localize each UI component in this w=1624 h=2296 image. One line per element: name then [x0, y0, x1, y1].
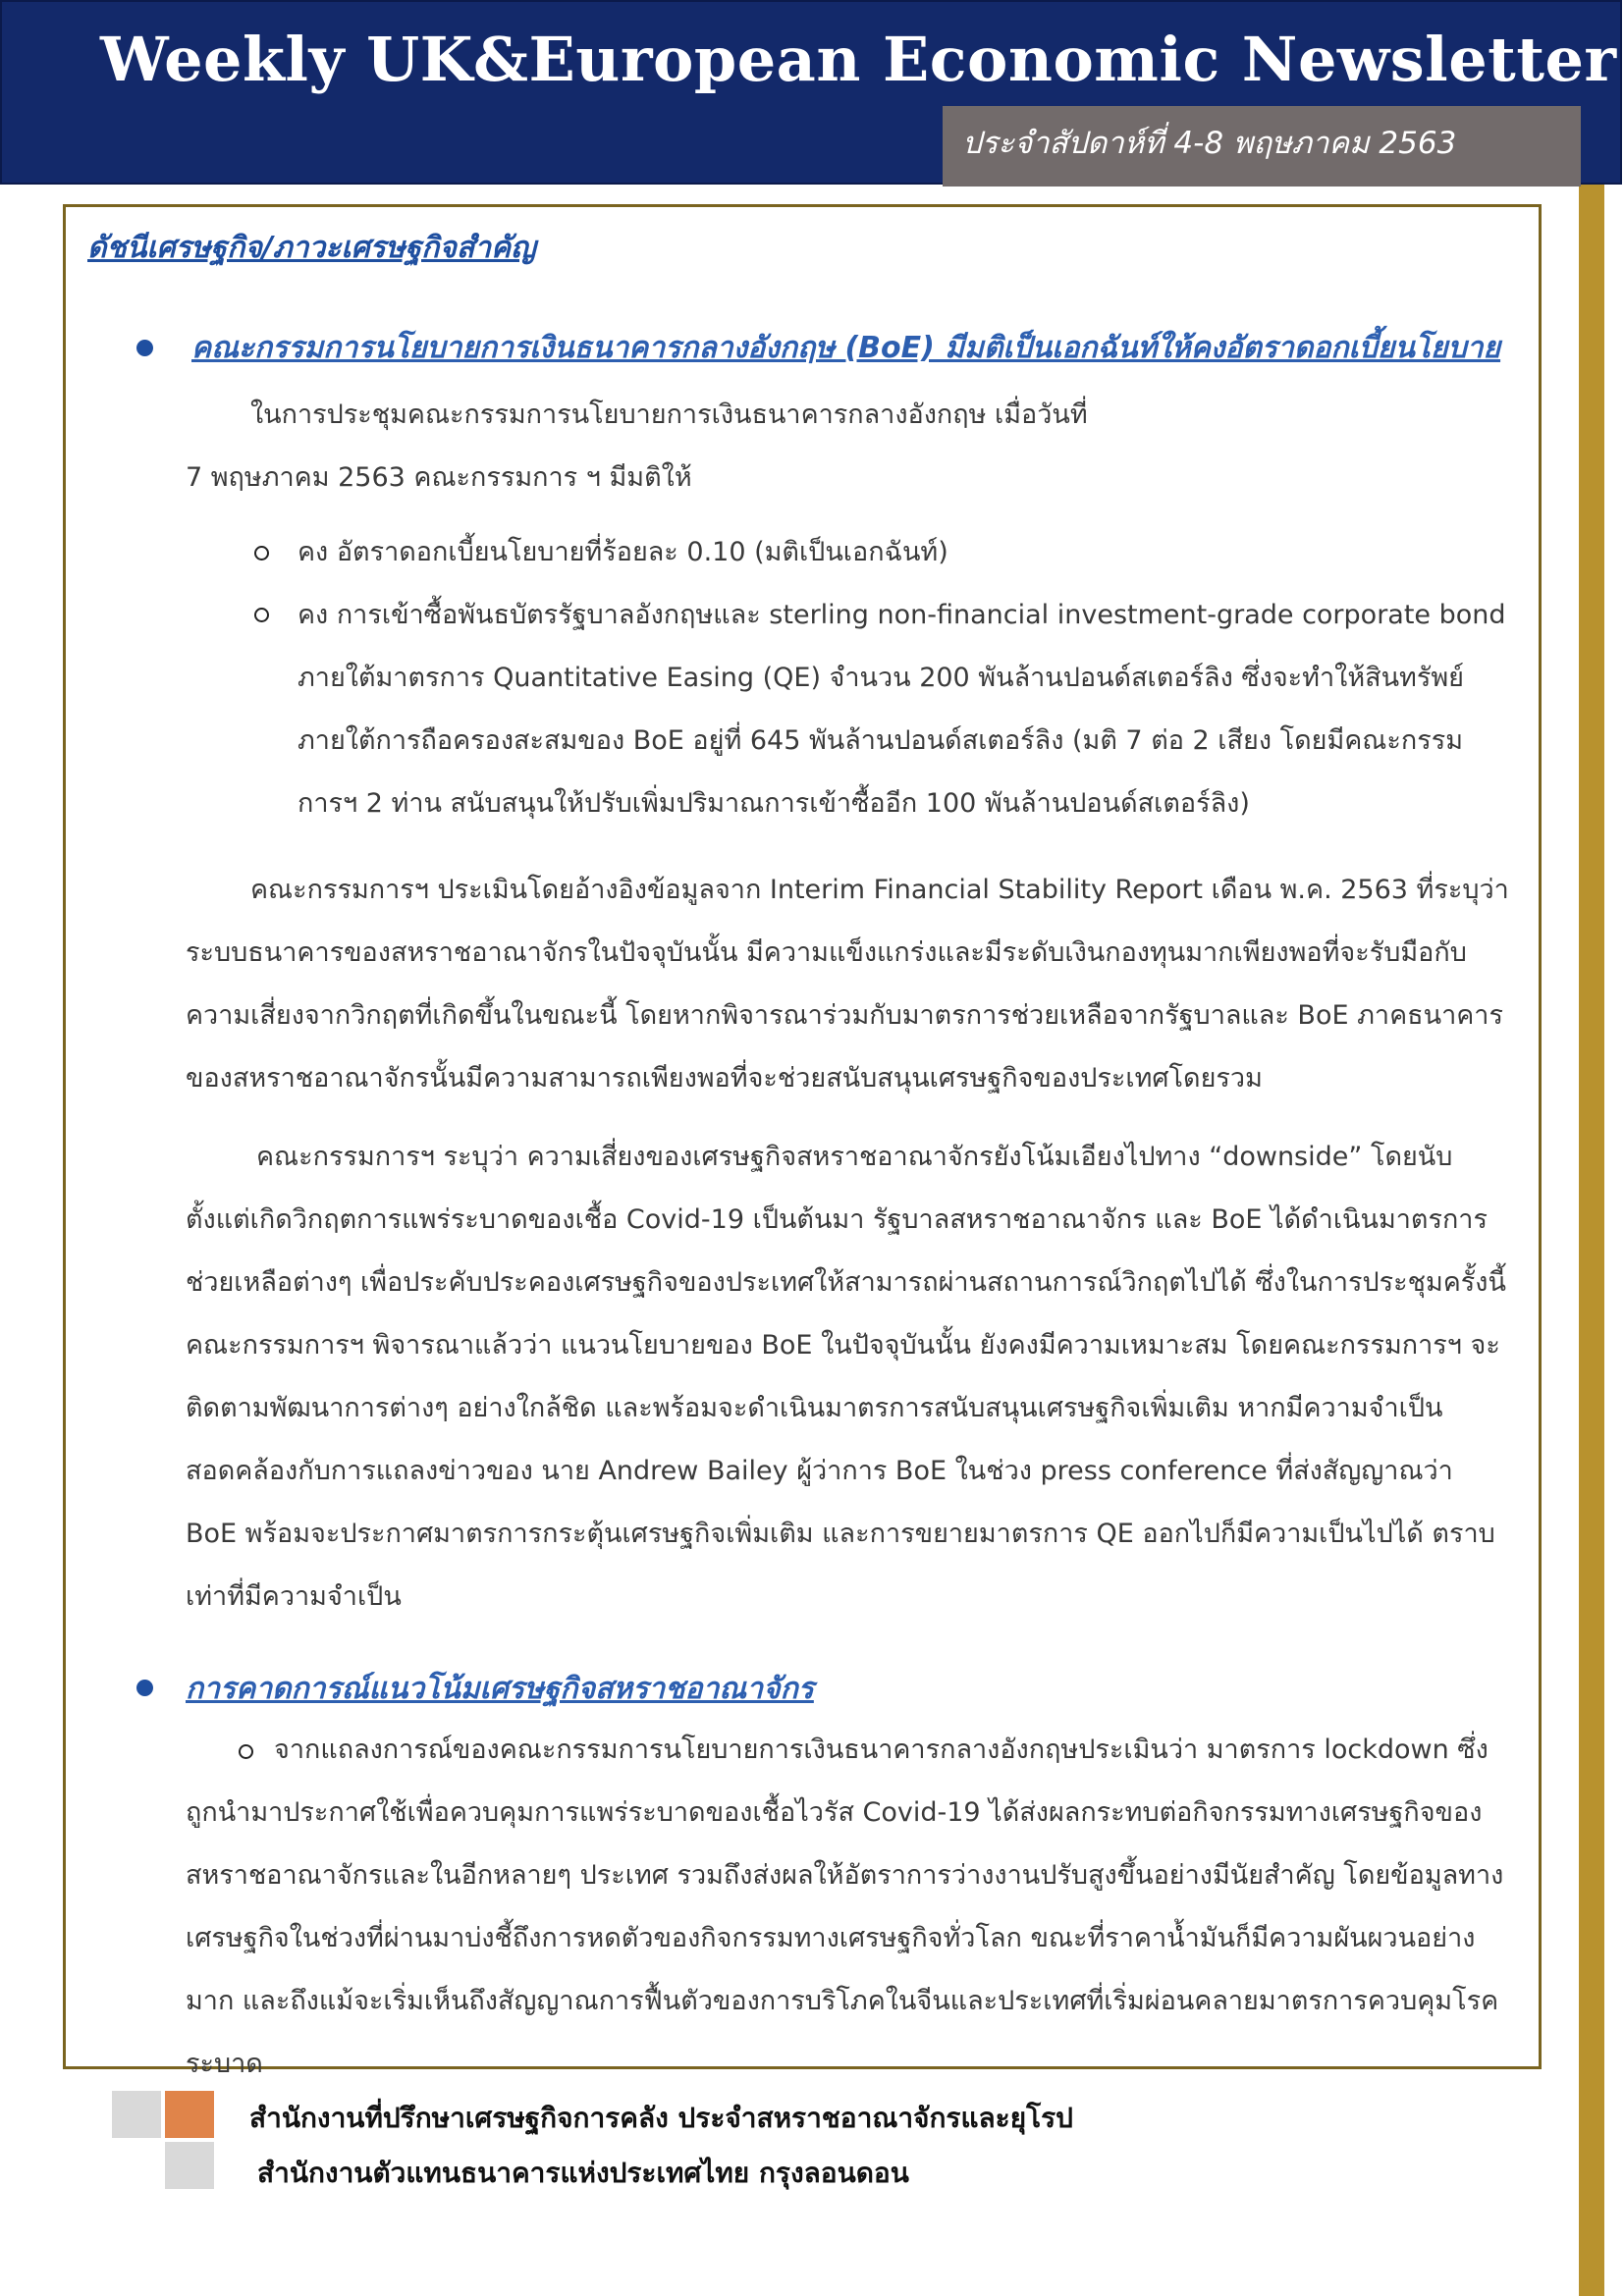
footer-gray-square	[112, 2091, 161, 2138]
section1-paragraph2: คณะกรรมการฯ ระบุว่า ความเสี่ยงของเศรษฐกิจสหราชอาณาจักรยังโน้มเอียงไปทาง “downside” โดยนับตั้งแต่เกิดวิกฤตการแพร่ระบาดของเชื้อ Covid-19 เป็นต้นมา รัฐบาลสหราชอาณาจักร และ BoE ได้ดำเนินมาตรการช่วยเหลือต่างๆ เพื่อประคับประคองเศรษฐกิจของประเทศให้สามารถผ่านสถานการณ์วิกฤตไปได้ ซึ่งในการประชุมครั้งนี้ คณะกรรมการฯ พิจารณาแล้วว่า แนวนโยบายของ BoE ในปัจจุบันนั้น ยังคงมีความเหมาะสม โดยคณะกรรมการฯ จะติดตามพัฒนาการต่างๆ อย่างใกล้ชิด และพร้อมจะดำเนินมาตรการสนับสนุนเศรษฐกิจเพิ่มเติม หากมีความจำเป็น สอดคล้องกับการแถลงข่าวของ นาย Andrew Bailey ผู้ว่าการ BoE ในช่วง press conference ที่ส่งสัญญาณว่า BoE พร้อมจะประกาศมาตรการกระตุ้นเศรษฐกิจเพิ่มเติม และการขยายมาตรการ QE ออกไปก็มีความเป็นไปได้ ตราบเท่าที่มีความจำเป็น	[186, 1142, 1506, 1612]
footer-orange-square	[165, 2091, 214, 2138]
section2-paragraph: จากแถลงการณ์ของคณะกรรมการนโยบายการเงินธนาคารกลางอังกฤษประเมินว่า มาตรการ lockdown ซึ่งถูกนำมาประกาศใช้เพื่อควบคุมการแพร่ระบาดของเชื้อไวรัส Covid-19 ได้ส่งผลกระทบต่อกิจกรรมทางเศรษฐกิจของสหราชอาณาจักรและในอีกหลายๆ ประเทศ รวมถึงส่งผลให้อัตราการว่างงานปรับสูงขึ้นอย่างมีนัยสำคัญ โดยข้อมูลทางเศรษฐกิจในช่วงที่ผ่านมาบ่งชี้ถึงการหดตัวของกิจกรรมทางเศรษฐกิจทั่วโลก ขณะที่ราคาน้ำมันก็มีความผันผวนอย่างมาก และถึงแม้จะเริ่มเห็นถึงสัญญาณการฟื้นตัวของการบริโภคในจีนและประเทศที่เริ่มผ่อนคลายมาตรการควบคุมโรคระบาด	[186, 1735, 1504, 2079]
footer-gray-square	[165, 2142, 214, 2189]
date-box	[943, 106, 1581, 187]
footer-bank-office: สำนักงานตัวแทนธนาคารแห่งประเทศไทย กรุงลอนดอน	[257, 2157, 909, 2189]
header-banner	[0, 0, 1622, 185]
bullet-icon	[136, 1680, 153, 1696]
newsletter-title: Weekly UK&European Economic Newsletter	[100, 24, 1617, 95]
section2-heading[interactable]: การคาดการณ์แนวโน้มเศรษฐกิจสหราชอาณาจักร	[186, 1672, 814, 1706]
bullet-icon	[136, 340, 153, 356]
gold-side-bar	[1579, 0, 1604, 2296]
content-box	[63, 204, 1542, 2079]
section1-item1: คง อัตราดอกเบี้ยนโยบายที่ร้อยละ 0.10 (มติเป็นเอกฉันท์)	[298, 537, 948, 567]
section1-intro: ในการประชุมคณะกรรมการนโยบายการเงินธนาคารกลางอังกฤษ เมื่อวันที่ 7 พฤษภาคม 2563 คณะกรรมการ ฯ มีมติให้	[186, 400, 1088, 493]
footer-office-name: สำนักงานที่ปรึกษาเศรษฐกิจการคลัง ประจำสหราชอาณาจักรและยุโรป	[249, 2102, 1073, 2134]
section1-paragraph1: คณะกรรมการฯ ประเมินโดยอ้างอิงข้อมูลจาก Interim Financial Stability Report เดือน พ.ค. 2563 ที่ระบุว่า ระบบธนาคารของสหราชอาณาจักรในปัจจุบันนั้น มีความแข็งแกร่งและมีระดับเงินกองทุนมากเพียงพอที่จะรับมือกับความเสี่ยงจากวิกฤตที่เกิดขึ้นในขณะนี้ โดยหากพิจารณาร่วมกับมาตรการช่วยเหลือจากรัฐบาลและ BoE ภาคธนาคารของสหราชอาณาจักรนั้นมีความสามารถเพียงพอที่จะช่วยสนับสนุนเศรษฐกิจของประเทศโดยรวม	[186, 875, 1509, 1094]
section1-item2: คง การเข้าซื้อพันธบัตรรัฐบาลอังกฤษและ sterling non-financial investment-grade corporate bond ภายใต้มาตรการ Quantitative Easing (QE) จำนวน 200 พันล้านปอนด์สเตอร์ลิง ซึ่งจะทำให้สินทรัพย์ภายใต้การถือครองสะสมของ BoE อยู่ที่ 645 พันล้านปอนด์สเตอร์ลิง (มติ 7 ต่อ 2 เสียง โดยมีคณะกรรมการฯ 2 ท่าน สนับสนุนให้ปรับเพิ่มปริมาณการเข้าซื้ออีก 100 พันล้านปอนด์สเตอร์ลิง)	[298, 600, 1506, 819]
section1-heading[interactable]: คณะกรรมการนโยบายการเงินธนาคารกลางอังกฤษ (BoE) มีมติเป็นเอกฉันท์ให้คงอัตราดอกเบี้ยนโยบาย	[191, 331, 1501, 365]
section-title[interactable]: ดัชนีเศรษฐกิจ/ภาวะเศรษฐกิจสำคัญ	[87, 231, 536, 265]
circle-bullet-icon	[254, 608, 269, 622]
circle-bullet-icon	[254, 546, 269, 561]
issue-date: ประจำสัปดาห์ที่ 4-8 พฤษภาคม 2563	[962, 126, 1457, 161]
